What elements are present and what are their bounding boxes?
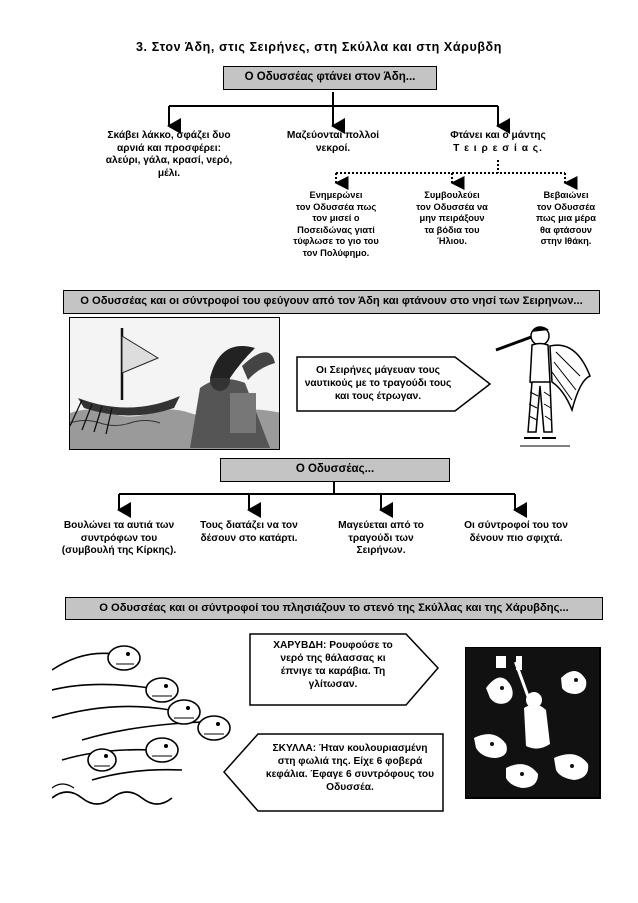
page-title: 3. Στον Άδη, στις Σειρήνες, στη Σκύλλα και στη Χάρυβδη bbox=[136, 40, 502, 54]
teiresias-sub-1: Ενημερώνει τον Οδυσσέα πως τον μισεί ο Ποσειδώνας γιατί τύφλωσε το γιο του τον Πολύφημο. bbox=[293, 190, 379, 258]
sirens-callout: Οι Σειρήνες μάγευαν τους ναυτικούς με το τραγούδι τους και τους έτρωγαν. bbox=[304, 365, 452, 402]
scylla-banner: Ο Οδυσσέας και οι σύντροφοί του πλησιάζουν το στενό της Σκύλλας και της Χάρυβδης... bbox=[65, 597, 603, 620]
hades-col-2: Μαζεύονται πολλοί νεκροί. bbox=[286, 130, 380, 154]
charybdis-callout: ΧΑΡΥΒΔΗ: Ρουφούσε το νερό της θάλασσας κι έπνιγε τα καράβια. Τη γλίτωσαν. bbox=[273, 640, 393, 690]
scylla-vase-illustration bbox=[465, 647, 601, 799]
odysseus-item-4: Οι σύντροφοί του τον δένουν πιο σφιχτά. bbox=[464, 520, 568, 544]
odysseus-item-1: Βουλώνει τα αυτιά των συντρόφων του (συμβουλή της Κίρκης). bbox=[61, 520, 177, 557]
siren-figure-illustration bbox=[494, 320, 594, 452]
sirens-banner: Ο Οδυσσέας και οι σύντροφοί του φεύγουν από τον Άδη και φτάνουν στο νησί των Σειρηνων... bbox=[63, 290, 600, 314]
hades-col-1: Σκάβει λάκκο, σφάζει δυο αρνιά και προσφέρει: αλεύρι, γάλα, κρασί, νερό, μέλι. bbox=[105, 130, 233, 179]
odysseus-item-2: Τους διατάζει να τον δέσουν στο κατάρτι. bbox=[200, 520, 298, 544]
hades-col-3: Φτάνει και ο μάντης Τ ε ι ρ ε σ ί α ς. bbox=[450, 130, 546, 154]
scylla-heads-illustration bbox=[52, 640, 240, 810]
teiresias-sub-3: Βεβαιώνει τον Οδυσσέα πως μια μέρα θα φτάσουν στην Ιθάκη. bbox=[535, 190, 597, 247]
teiresias-sub-2: Συμβουλεύει τον Οδυσσέα να μην πειράξουν τα βόδια του Ήλιου. bbox=[416, 190, 488, 247]
scylla-callout: ΣΚΥΛΛΑ: Ήταν κουλουριασμένη στη φωλιά της. Είχε 6 φοβερά κεφάλια. Έφαγε 6 συντρόφους του Οδυσσέα. bbox=[265, 743, 435, 793]
hades-header: Ο Οδυσσέας φτάνει στον Άδη... bbox=[223, 66, 437, 90]
ship-sirens-illustration bbox=[69, 317, 280, 450]
odysseus-item-3: Μαγεύεται από το τραγούδι των Σειρήνων. bbox=[338, 520, 424, 557]
odysseus-header: Ο Οδυσσέας... bbox=[220, 458, 450, 482]
